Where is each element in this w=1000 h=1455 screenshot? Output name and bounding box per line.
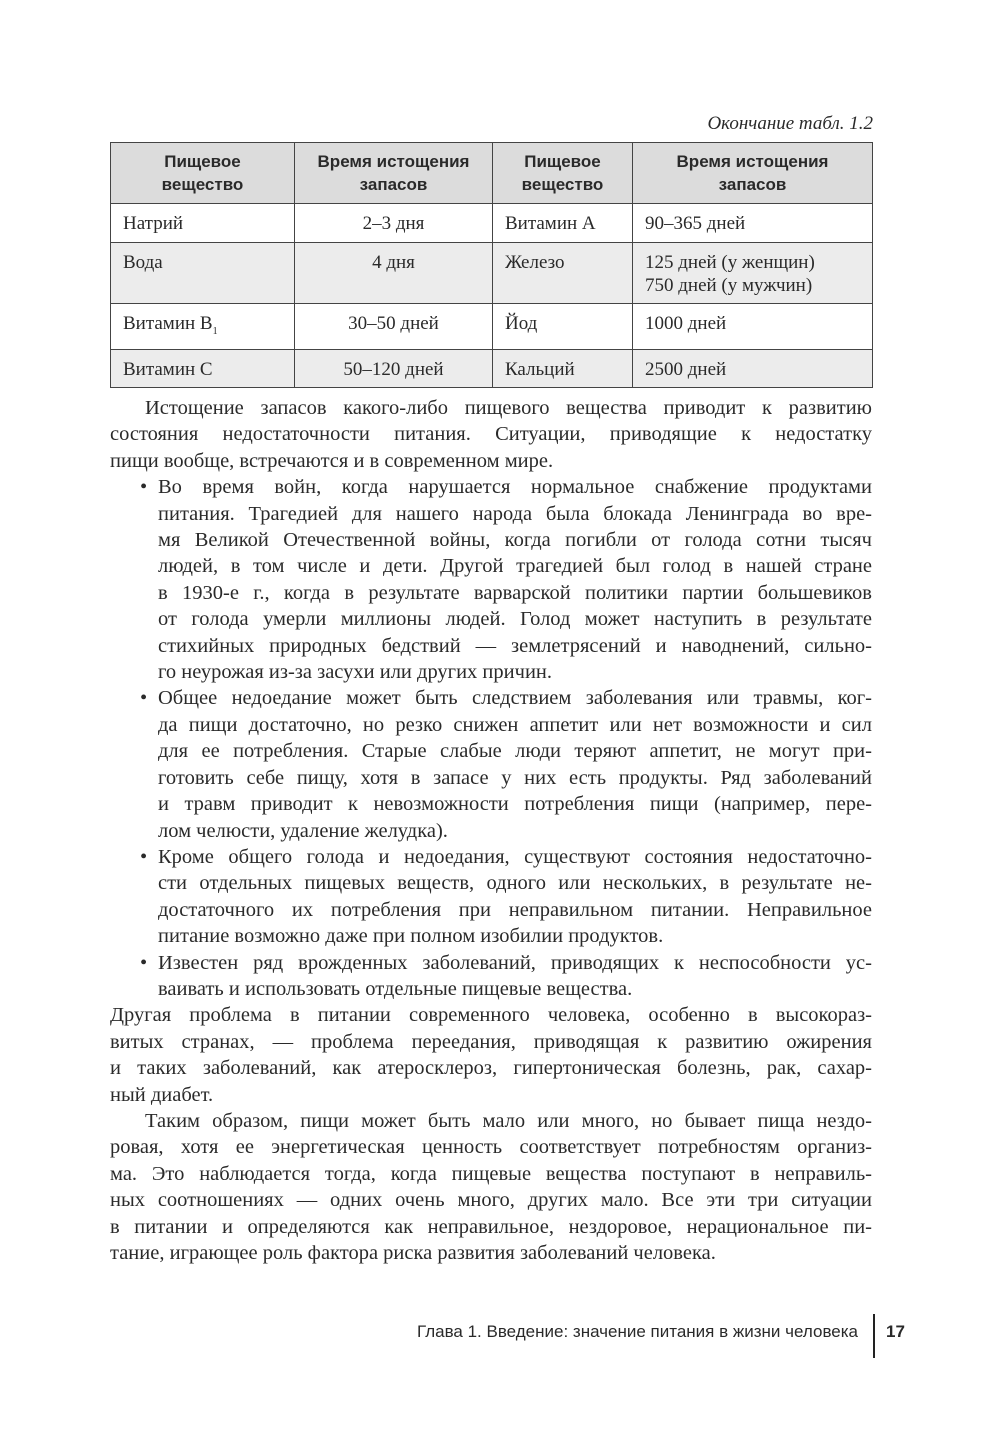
text-line: ма. Это наблюдается тогда, когда пищевые вещества поступают в неправиль- xyxy=(110,1162,872,1185)
table-row xyxy=(111,243,873,304)
page-number: 17 xyxy=(886,1322,905,1341)
text-line: го неурожая из-за засухи или других причин. xyxy=(158,661,553,684)
bullet-item xyxy=(110,474,872,685)
paragraph xyxy=(110,1108,872,1266)
cell-line: 125 дней (у женщин) xyxy=(645,252,815,273)
subscript: 1 xyxy=(212,325,218,337)
text-line: питания. Трагедией для нашего народа была блокада Ленинграда во вре- xyxy=(158,502,872,525)
bullet-icon: • xyxy=(140,687,148,710)
cell: 4 дня xyxy=(295,243,493,304)
header-cell: Время истощения запасов xyxy=(633,143,873,204)
nutrient-depletion-table xyxy=(110,142,873,388)
text-line: ровая, хотя ее энергетическая ценность соответствует потребностям организ- xyxy=(110,1136,872,1159)
footer-divider xyxy=(873,1314,875,1358)
table-row xyxy=(111,349,873,387)
text-line: Известен ряд врожденных заболеваний, приводящих к неспособности ус- xyxy=(158,951,872,974)
text-line: в 1930-е г., когда в результате варварской политики партии большевиков xyxy=(158,581,872,604)
text-line: готовить себе пищу, хотя в запасе у них есть продукты. Ряд заболеваний xyxy=(158,766,872,789)
text-line: для ее потребления. Старые слабые люди теряют аппетит, не могут при- xyxy=(158,740,872,763)
text-line: ный диабет. xyxy=(110,1083,214,1106)
text-line: сти отдельных пищевых веществ, одного или нескольких, в результате не- xyxy=(158,872,872,895)
cell: Железо xyxy=(493,243,633,304)
cell: Витамин А xyxy=(493,204,633,243)
text-line: питание возможно даже при полном изобилии продуктов. xyxy=(158,925,664,948)
bullet-icon: • xyxy=(140,845,148,868)
bullet-item xyxy=(110,844,872,950)
cell: Кальций xyxy=(493,349,633,387)
cell-line: 750 дней (у мужчин) xyxy=(645,275,813,296)
paragraph xyxy=(110,1002,872,1108)
cell: 2500 дней xyxy=(633,349,873,387)
text-line: Истощение запасов какого-либо пищевого вещества приводит к развитию xyxy=(145,397,872,419)
body-text xyxy=(110,395,872,1266)
text-line: и травм приводит к невозможности потребления пищи (например, пере- xyxy=(158,793,872,816)
cell: 90–365 дней xyxy=(633,204,873,243)
bullet-item xyxy=(110,685,872,843)
cell: 30–50 дней xyxy=(295,304,493,350)
text-line: Общее недоедание может быть следствием заболевания или травмы, ког- xyxy=(158,687,872,710)
text-line: да пищи достаточно, но резко снижен аппетит или нет возможности и сил xyxy=(158,713,872,736)
header-cell: Пищевое вещество xyxy=(493,143,633,204)
table-row xyxy=(111,204,873,243)
text-line: ных соотношениях — одних очень много, других мало. Все эти три ситуации xyxy=(110,1189,872,1212)
header-cell: Время истощения запасов xyxy=(295,143,493,204)
text-line: людей, в том числе и дети. Другой трагедией был голод в нашей стране xyxy=(158,555,872,578)
text-line: тание, играющее роль фактора риска развития заболеваний человека. xyxy=(110,1242,716,1264)
text-line: Таким образом, пищи может быть мало или много, но бывает пища нездо- xyxy=(145,1109,872,1132)
bullet-item xyxy=(110,950,872,1003)
text-line: витых странах, — проблема переедания, приводящая к развитию ожирения xyxy=(110,1030,872,1053)
text-line: Другая проблема в питании современного человека, особенно в высокораз- xyxy=(110,1004,872,1027)
running-title: Глава 1. Введение: значение питания в жизни человека xyxy=(416,1322,858,1341)
text-line: ваивать и использовать отдельные пищевые вещества. xyxy=(158,977,633,1000)
text-line: от голода умерли миллионы людей. Голод может наступить в результате xyxy=(158,608,872,631)
table-header-row xyxy=(111,143,873,204)
header-cell: Пищевое вещество xyxy=(111,143,295,204)
cell: Натрий xyxy=(111,204,295,243)
table-caption: Окончание табл. 1.2 xyxy=(707,113,873,134)
text-line: состояния недостаточности питания. Ситуации, приводящие к недостатку xyxy=(110,423,872,446)
cell: Йод xyxy=(493,304,633,350)
cell: 2–3 дня xyxy=(295,204,493,243)
text-line: стихийных природных бедствий — землетрясений и наводнений, сильно- xyxy=(158,634,872,657)
bullet-icon: • xyxy=(140,476,148,499)
cell-text: Витамин B xyxy=(123,313,213,334)
table-row xyxy=(111,304,873,350)
text-line: в питании и определяются как неправильное, нездоровое, нерациональное пи- xyxy=(110,1215,872,1238)
text-line: лом челюсти, удаление желудка). xyxy=(158,819,448,842)
cell: Витамин C xyxy=(111,349,295,387)
text-line: Кроме общего голода и недоедания, существуют состояния недостаточно- xyxy=(158,845,872,868)
text-line: достаточного их потребления при неправильном питании. Неправильное xyxy=(158,898,872,921)
paragraph xyxy=(110,395,872,474)
text-line: пищи вообще, встречаются и в современном мире. xyxy=(110,449,554,472)
cell xyxy=(111,304,295,350)
cell: 50–120 дней xyxy=(295,349,493,387)
cell xyxy=(633,243,873,304)
text-line: мя Великой Отечественной войны, когда погибли от голода сотни тысяч xyxy=(158,529,872,552)
text-line: Во время войн, когда нарушается нормальное снабжение продуктами xyxy=(158,476,872,499)
bullet-icon: • xyxy=(140,951,148,974)
cell: Вода xyxy=(111,243,295,304)
text-line: и таких заболеваний, как атеросклероз, гипертоническая болезнь, рак, сахар- xyxy=(110,1057,872,1080)
cell: 1000 дней xyxy=(633,304,873,350)
